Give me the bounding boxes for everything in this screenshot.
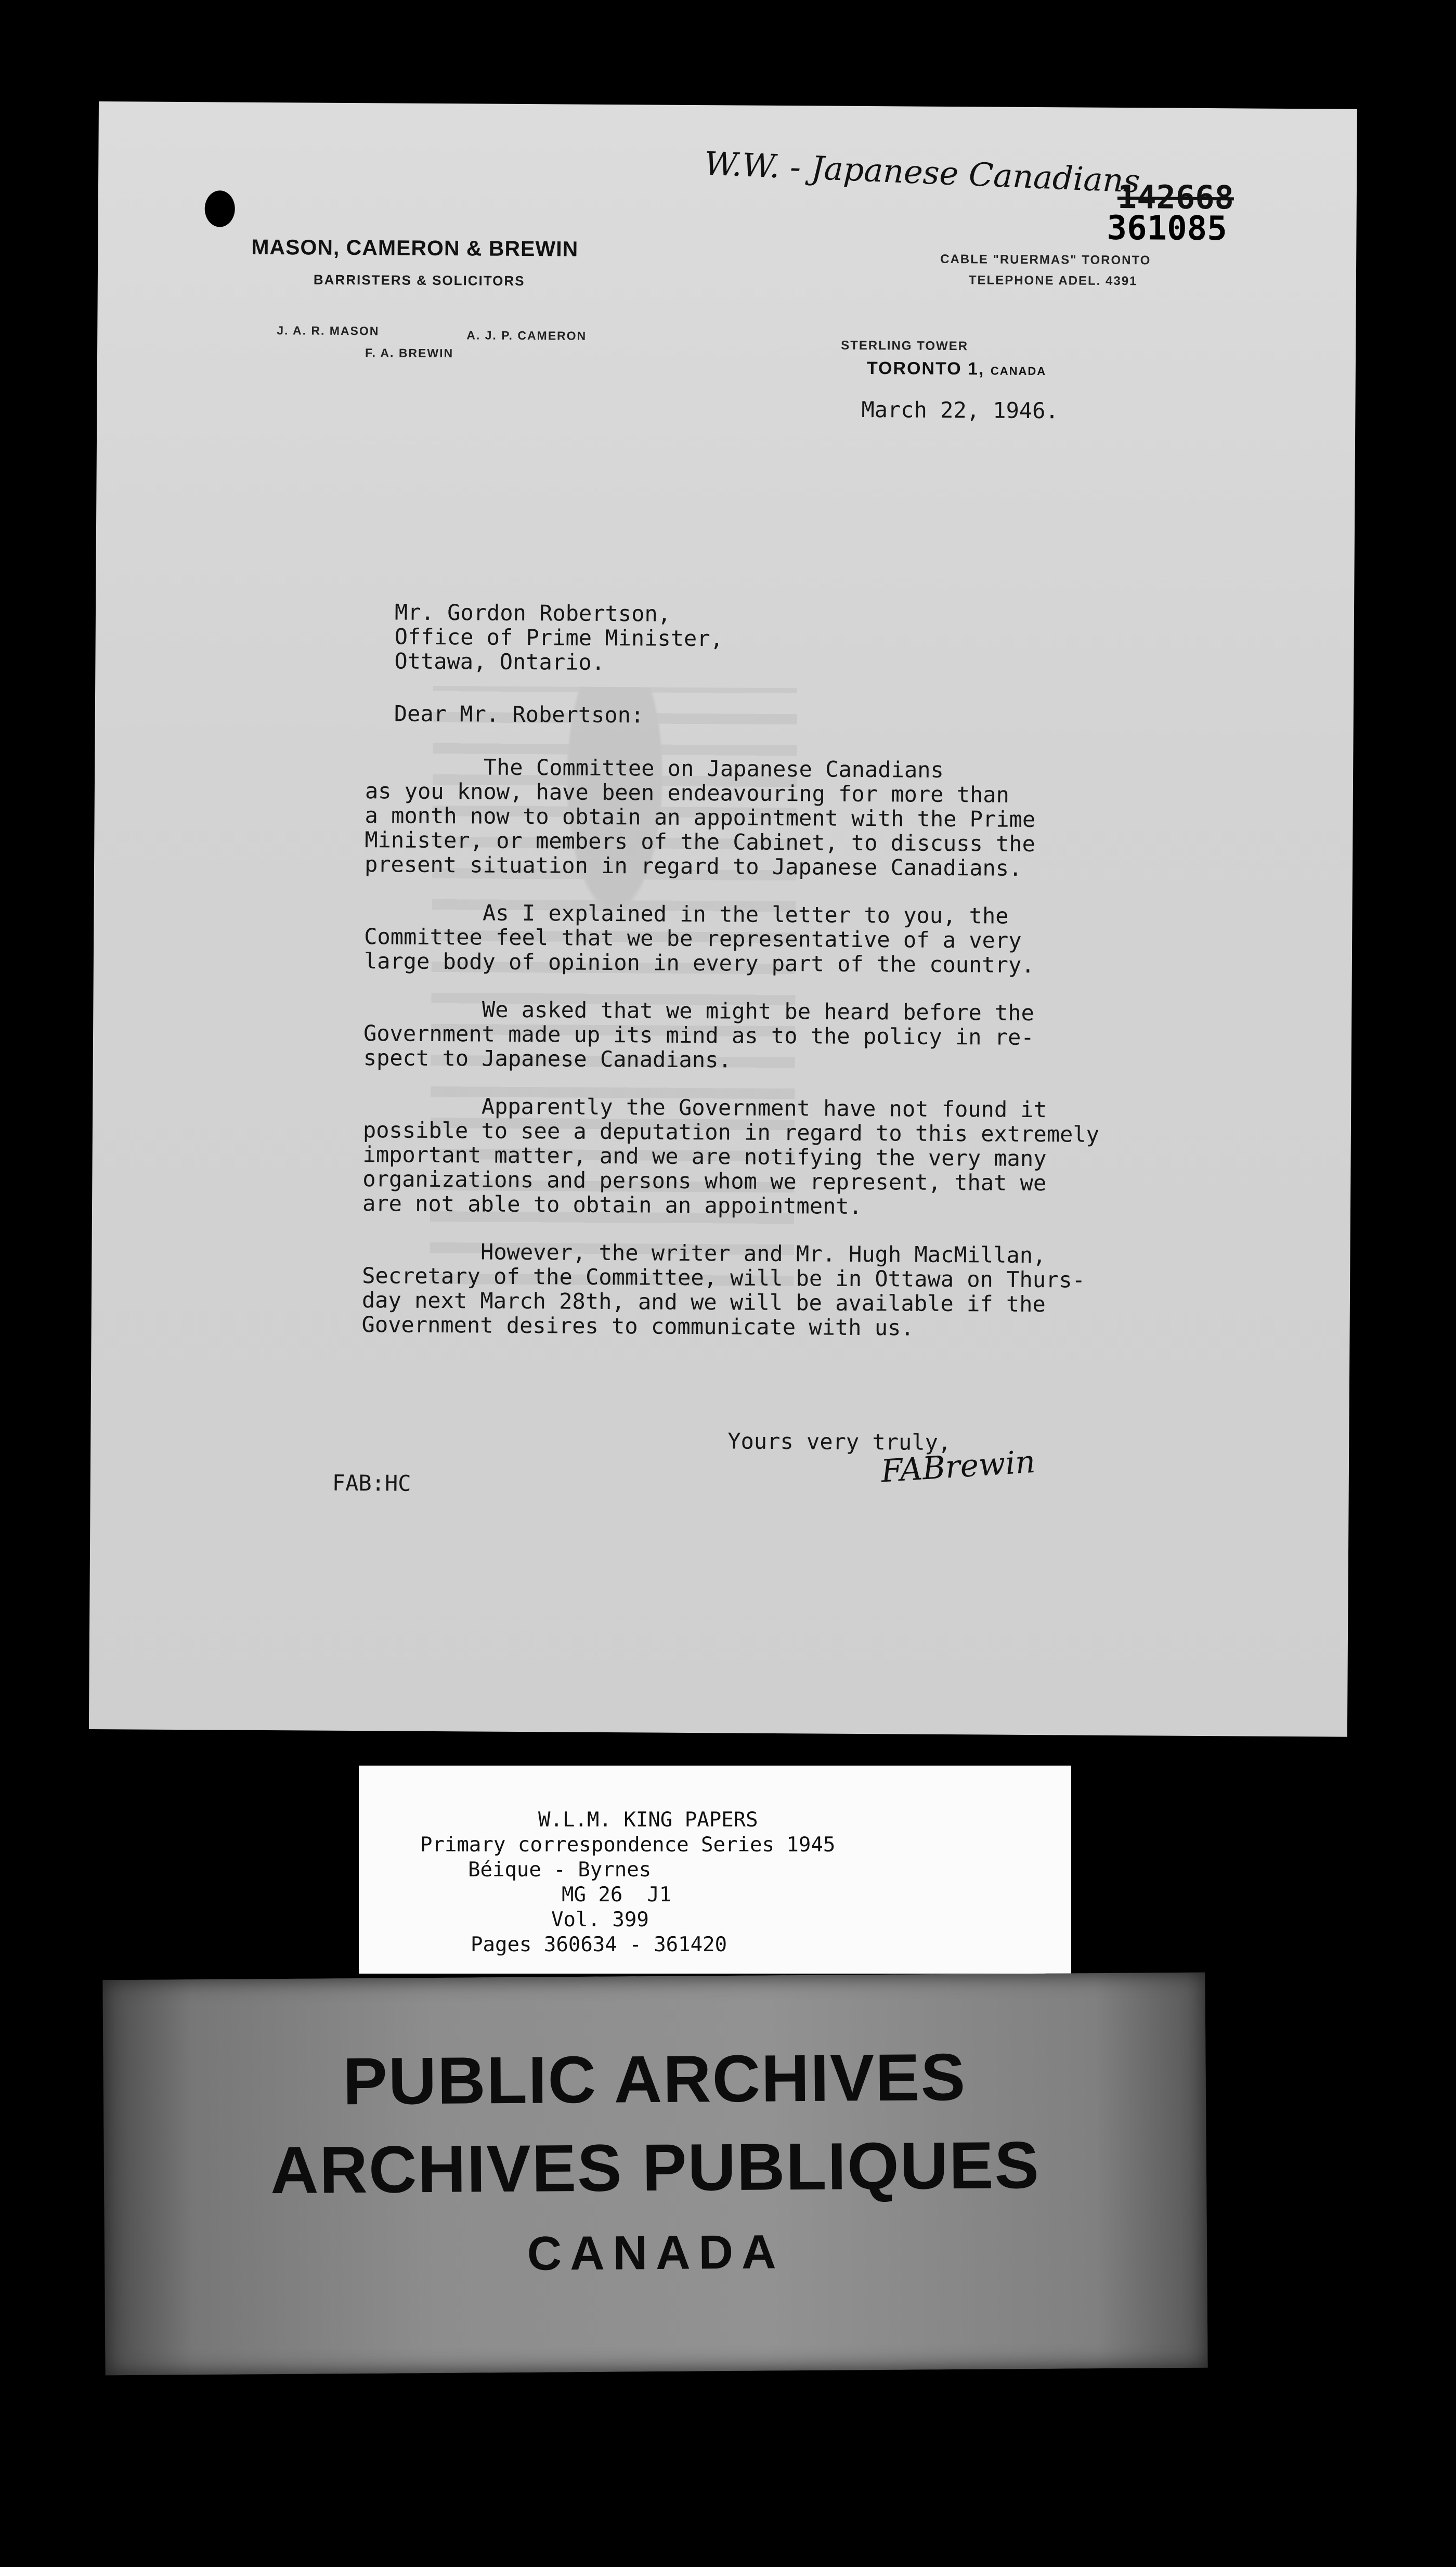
label-line: Pages 360634 - 361420	[471, 1933, 727, 1956]
recipient-line: Mr. Gordon Robertson,	[394, 599, 671, 627]
city: TORONTO 1,	[866, 358, 985, 379]
partner-cameron: A. J. P. CAMERON	[466, 328, 587, 343]
firm-subtitle: BARRISTERS & SOLICITORS	[313, 271, 525, 289]
paragraph-4: Apparently the Government have not found it possible to see a deputation in regard to this extremely important matter, and we are notifying the very many organizations and persons whom we represent, that we are not able to obtain an appointment.	[362, 1093, 1100, 1220]
stamp-line-1: PUBLIC ARCHIVES	[342, 2040, 967, 2119]
punch-hole	[205, 190, 235, 227]
label-line: Primary correspondence Series 1945	[420, 1833, 836, 1857]
partner-brewin: F. A. BREWIN	[365, 346, 454, 360]
label-line: MG 26 J1	[562, 1883, 672, 1907]
city-line	[867, 358, 1047, 380]
stamp-line-2: ARCHIVES PUBLIQUES	[270, 2128, 1041, 2208]
handwritten-note: W.W. - Japanese Canadians	[704, 144, 1141, 200]
signature: FABrewin	[880, 1443, 1037, 1490]
label-line: Vol. 399	[551, 1908, 649, 1931]
partner-mason: J. A. R. MASON	[277, 323, 380, 338]
archive-stamp	[102, 1973, 1207, 2376]
closing: Yours very truly,	[727, 1428, 952, 1456]
letter-date: March 22, 1946.	[861, 396, 1059, 424]
label-line: Béique - Byrnes	[468, 1858, 652, 1882]
stamp-line-3: CANADA	[527, 2225, 785, 2280]
recipient-line: Ottawa, Ontario.	[394, 648, 605, 675]
old-file-number: 142668	[1117, 177, 1234, 217]
recipient-line: Office of Prime Minister,	[394, 624, 724, 652]
cable-address: CABLE "RUERMAS" TORONTO	[940, 252, 1151, 268]
recipient-address	[394, 600, 723, 675]
telephone: TELEPHONE ADEL. 4391	[968, 273, 1138, 289]
file-number: 361085	[1107, 209, 1227, 249]
label-line: W.L.M. KING PAPERS	[538, 1808, 758, 1832]
paragraph-3: We asked that we might be heard before the Government made up its mind as to the policy in re- spect to Japanese Canadians.	[363, 996, 1035, 1073]
paragraph-5: However, the writer and Mr. Hugh MacMillan, Secretary of the Committee, will be in Ottawa on Thurs- day next March 28th, and we will be available if the Government desires to communicate with us.	[361, 1238, 1086, 1341]
letter-body	[362, 754, 1102, 1341]
building: STERLING TOWER	[841, 338, 969, 354]
typist-initials: FAB:HC	[332, 1470, 411, 1496]
paragraph-1: The Committee on Japanese Canadians as you know, have been endeavouring for more than a month now to obtain an appointment with the Prime Minister, or members of the Cabinet, to discuss the present situation in regard to Japanese Canadians.	[364, 754, 1036, 881]
paragraph-2: As I explained in the letter to you, the Committee feel that we be representative of a very large body of opinion in every part of the country.	[363, 899, 1035, 978]
country: CANADA	[990, 364, 1047, 378]
firm-name: MASON, CAMERON & BREWIN	[251, 235, 579, 261]
archive-label	[359, 1766, 1071, 1974]
salutation: Dear Mr. Robertson:	[394, 701, 644, 728]
letter-sheet	[89, 101, 1357, 1737]
